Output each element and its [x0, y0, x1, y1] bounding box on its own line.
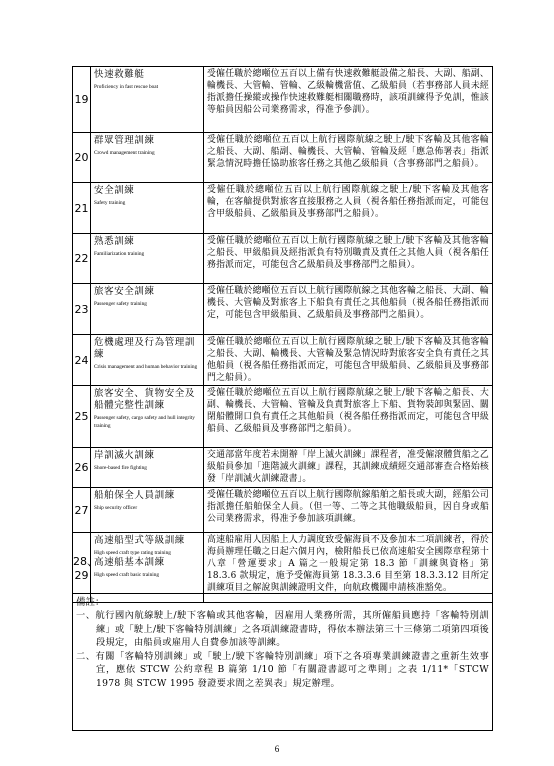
applicable-personnel: 受僱任職於總噸位五百以上航行國際航線之駛上/駛下客輪及其他客輪之船長、甲級船員及經指派負有特別職責及責任之其他人員（視各船任務指派而定，可能包含乙級船員及事務部門之船員）。 [204, 234, 493, 284]
row-number: 21 [73, 183, 91, 234]
training-requirements-table [72, 66, 493, 603]
course-name-zh: 高速船型式等級訓練 [94, 535, 185, 546]
course-name-en-secondary: High speed craft basic training [94, 572, 160, 578]
course-name-zh: 危機處理及行為管理訓練 [94, 337, 196, 360]
course-name-cell [91, 335, 204, 386]
course-name-zh: 船舶保全人員訓練 [94, 490, 175, 501]
course-name-zh: 快速救難艇 [94, 69, 145, 80]
course-name-zh: 旅客安全、貨物安全及船體完整性訓練 [94, 388, 196, 411]
applicable-personnel: 受僱任職於總噸位五百以上航行國際航線之駛上/駛下客輪及其他客輪之船長、大副、輪機長、大管輪及緊急情況時對旅客安全負有責任之其他船員（視各船任務指派而定，可能包含甲級船員、乙級船員及事務部門之船員）。 [204, 335, 493, 386]
course-name-zh: 群眾管理訓練 [94, 135, 155, 146]
row-number: 26 [73, 448, 91, 488]
table-row [73, 335, 493, 386]
course-name-zh: 岸訓滅火訓練 [94, 450, 155, 461]
table-row [73, 67, 493, 133]
applicable-personnel: 受僱任職於總噸位五百以上航行國際航線之駛上/駛下客輪及其他客輪之船長、大副、船副、輪機長、大管輪、管輪及經「應急佈署表」指派緊急情況時擔任協助旅客任務之其他乙級船員（含事務部門之船員）。 [204, 133, 493, 183]
table-row [73, 183, 493, 234]
remark-item: 一、航行國內航線駛上/駛下客輪或其他客輪，因雇用人業務所需，其所僱船員應持「客輪特別訓練」或「駛上/駛下客輪特別訓練」之各項訓練證書時，得依本辦法第三十三條第二項第四項後段規定，由船員或雇用人自費參加該等訓練。 [76, 610, 489, 648]
page-number: 6 [274, 744, 280, 754]
table-row [73, 234, 493, 284]
course-name-en: High speed craft type rating training [94, 550, 171, 556]
row-number: 24 [73, 335, 91, 386]
course-name-cell [91, 386, 204, 448]
course-name-zh: 旅客安全訓練 [94, 286, 155, 297]
table-row [73, 284, 493, 335]
course-name-zh: 安全訓練 [94, 185, 135, 196]
course-name-en: Passenger safety, cargo safety and hull integrity training [94, 415, 195, 429]
course-name-en: Ship security officer [94, 505, 138, 511]
course-name-cell [91, 183, 204, 234]
course-name-cell [91, 488, 204, 533]
course-name-en: Proficiency in fast rescue boat [94, 84, 159, 90]
applicable-personnel: 受僱任職於總噸位五百以上航行國際航線之駛上/駛下客輪及其他客輪，在客艙提供對旅客直接服務之人員（視各船任務指派而定，可能包含甲級船員、乙級船員及事務部門之船員）。 [204, 183, 493, 234]
course-name-en: Shore-based fire fighting [94, 465, 147, 471]
row-number: 23 [73, 284, 91, 335]
course-name-cell [91, 448, 204, 488]
table-row [73, 448, 493, 488]
course-name-cell [91, 533, 204, 603]
course-name-cell [91, 133, 204, 183]
row-number: 28、29 [73, 533, 91, 603]
row-number: 19 [73, 67, 91, 133]
course-name-en: Familiarization training [94, 251, 145, 257]
applicable-personnel: 受僱任職於總噸位五百以上航行國際航線之其他客輪之船長、大副、輪機長、大管輪及對旅客上下船負有責任之其他船員（視各船任務指派而定，可能包含甲級船員、乙級船員及事務部門之船員）。 [204, 284, 493, 335]
table-row [73, 133, 493, 183]
course-name-en: Crisis management and human behavior training [94, 364, 198, 370]
row-number: 27 [73, 488, 91, 533]
table-row [73, 386, 493, 448]
course-name-cell [91, 234, 204, 284]
course-name-cell [91, 67, 204, 133]
course-name-en: Safety training [94, 200, 126, 206]
row-number: 20 [73, 133, 91, 183]
remarks-heading: 備註： [76, 597, 105, 608]
row-number: 22 [73, 234, 91, 284]
remark-item: 二、有關「客輪特別訓練」或「駛上/駛下客輪特別訓練」項下之各項專業訓練證書之重新生效事宜，應依 STCW 公約章程 B 篇第 1/10 節「有關證書認可之準則」之表 1/11*「STCW 1978 與 STCW 1995 發證要求間之差異表」規定辦理。 [76, 650, 489, 689]
applicable-personnel: 交通部當年度若未開辦「岸上滅火訓練」課程者，准受僱滾體貨船之乙級船員參加「進階滅火訓練」課程，其訓練成績經交通部審查合格始核發「岸訓滅火訓練證書」。 [204, 448, 493, 488]
course-name-cell [91, 284, 204, 335]
applicable-personnel: 受僱任職於總噸位五百以上航行國際航線船舶之船長或大副，經船公司指派擔任船舶保全人員。（但一等、二等之其他職級船員，因自身或船公司業務需求，得准予參加該項訓練。 [204, 488, 493, 533]
course-name-en: Crowd management training [94, 150, 155, 156]
course-name-zh-secondary: 高速船基本訓練 [94, 557, 165, 568]
remarks-box [72, 593, 493, 731]
table-row [73, 533, 493, 603]
applicable-personnel: 受僱任職於總噸位五百以上航行國際航線之駛上/駛下客輪之船長、大副、輪機長、大管輪、管輪及負責對旅客上下船、貨物裝卸與緊固、關閉船體開口負有責任之其他船員（視各船任務指派而定，可能包含甲級船員、乙級船員及事務部門之船員）。 [204, 386, 493, 448]
applicable-personnel: 高速船雇用人因船上人力調度致受僱海員不及參加本二項訓練者，得於海員辦理任職之日起六個月內，檢附船長已依高速船安全國際章程第十八章「營運要求」A 篇之一般規定第 18.3 節「訓練與資格」第 18.3.6 款規定，施予受僱海員第 18.3.3.6 目至第 18.3.3.12 目所定訓練項目之解說與訓練證明文件，向航政機關申請核准豁免。 [204, 533, 493, 603]
table-row [73, 488, 493, 533]
applicable-personnel: 受僱任職於總噸位五百以上備有快速救難艇設備之船長、大副、船副、輪機長、大管輪、管輪、乙級輪機當值、乙級船員（若事務部人員未經指派擔任操縱或操作快速救難艇相關職務時，該項訓練得予免訓，惟該等船員因船公司業務需求，得准予參訓）。 [204, 67, 493, 133]
course-name-zh: 熟悉訓練 [94, 236, 135, 247]
course-name-en: Passenger safety training [94, 301, 147, 307]
row-number: 25 [73, 386, 91, 448]
